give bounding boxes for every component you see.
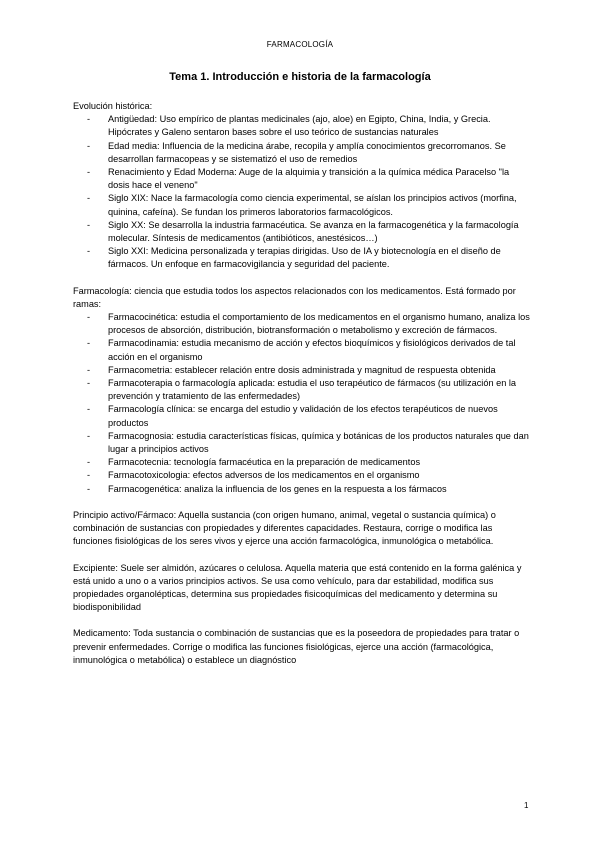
list-item <box>73 192 533 218</box>
list-item <box>73 469 533 482</box>
dash-bullet: - <box>87 114 91 125</box>
list-item-text: Farmacoterapia o farmacología aplicada: estudia el uso terapéutico de fármacos (su utilización en la prevención y tratamiento de las enfermedades) <box>108 378 517 402</box>
list-item <box>73 483 533 496</box>
pharmacology-definition: Farmacología: ciencia que estudia todos los aspectos relacionados con los medicamentos. Está formado por ramas: <box>73 285 516 309</box>
list-item-text: Renacimiento y Edad Moderna: Auge de la alquimia y transición a la química médica Paracelso "la dosis hace el veneno" <box>108 167 510 191</box>
list-item-text: Farmacología clínica: se encarga del estudio y validación de los efectos terapéuticos de nuevos productos <box>108 404 498 428</box>
dash-bullet: - <box>87 338 91 349</box>
list-item <box>73 245 533 271</box>
list-item <box>73 430 533 456</box>
dash-bullet: - <box>87 470 91 481</box>
list-item-text: Edad media: Influencia de la medicina árabe, recopila y amplía conocimientos grecorromanos. Se desarrollan farmacopeas y se sistematizó el uso de remedios <box>108 140 506 164</box>
list-item-text: Farmacometria: establecer relación entre dosis administrada y magnitud de respuesta obtenida <box>108 364 496 375</box>
dash-bullet: - <box>87 246 91 257</box>
dash-bullet: - <box>87 167 91 178</box>
page-title: Tema 1. Introducción e historia de la farmacología <box>169 71 431 83</box>
list-item <box>73 337 533 363</box>
page-number: 1 <box>524 801 529 810</box>
dash-bullet: - <box>87 378 91 389</box>
medication-definition: Medicamento: Toda sustancia o combinación de sustancias que es la poseedora de propiedades para tratar o prevenir enfermedades. Corrige o modifica las funciones fisiológicas, ejerce una acción (farmacológica, inmunológica o metabólica) o establece un diagnóstico <box>73 628 520 665</box>
list-item-text: Farmacogenética: analiza la influencia de los genes en la respuesta a los fármacos <box>108 483 447 494</box>
branches-list <box>73 311 533 496</box>
list-item <box>73 113 533 139</box>
dash-bullet: - <box>87 312 91 323</box>
list-item <box>73 140 533 166</box>
dash-bullet: - <box>87 430 91 441</box>
list-item <box>73 364 533 377</box>
list-item <box>73 166 533 192</box>
running-header: FARMACOLOGÍA <box>266 40 334 49</box>
list-item-text: Farmacotecnia: tecnología farmacéutica en la preparación de medicamentos <box>108 457 421 468</box>
document-body <box>73 100 533 667</box>
list-item-text: Siglo XX: Se desarrolla la industria farmacéutica. Se avanza en la farmacogenética y la farmacología molecular. Síntesis de medicamentos (antibióticos, anestésicos…) <box>108 219 519 244</box>
list-item-text: Farmacocinética: estudia el comportamiento de los medicamentos en el organismo humano, analiza los procesos de absorción, distribución, biotransformación o metabolismo y excreción de fármacos. <box>108 312 530 336</box>
evolution-list <box>73 113 533 271</box>
list-item-text: Siglo XIX: Nace la farmacología como ciencia experimental, se aíslan los principios activos (morfina, quinina, cafeína). Se fundan los primeros laboratorios farmacológicos. <box>108 193 517 217</box>
dash-bullet: - <box>87 193 91 204</box>
list-item-text: Antigüedad: Uso empírico de plantas medicinales (ajo, aloe) en Egipto, China, India, y Grecia. Hipócrates y Galeno sentaron bases sobre el uso teórico de sustancias naturales <box>108 114 491 138</box>
dash-bullet: - <box>87 404 91 415</box>
list-item <box>73 311 533 337</box>
list-item <box>73 403 533 429</box>
active-ingredient-definition: Principio activo/Fármaco: Aquella sustancia (con origen humano, animal, vegetal o sustancia química) o combinación de sustancias con propiedades y diferentes capacidades. Restaura, corrige o modifica las funciones fisiológicas de los seres vivos y ejerce una acción farmacológica, inmunológica o metabólica. <box>73 509 496 547</box>
list-item <box>73 219 533 245</box>
list-item-text: Farmacotoxicologia: efectos adversos de los medicamentos en el organismo <box>108 470 420 481</box>
dash-bullet: - <box>87 364 91 375</box>
dash-bullet: - <box>87 219 91 230</box>
list-item-text: Siglo XXI: Medicina personalizada y terapias dirigidas. Uso de IA y biotecnología en el diseño de fármacos. Un enfoque en farmacovigilancia y seguridad del paciente. <box>108 246 501 270</box>
list-item-text: Farmacodinamia: estudia mecanismo de acción y efectos bioquímicos y fisiológicos derivados de tal acción en el organismo <box>108 338 516 362</box>
list-item-text: Farmacognosia: estudia características físicas, química y botánicas de los productos naturales que dan lugar a principios activos <box>108 430 529 455</box>
evolution-heading: Evolución histórica: <box>73 101 153 111</box>
list-item <box>73 456 533 469</box>
dash-bullet: - <box>87 457 91 468</box>
dash-bullet: - <box>87 483 91 494</box>
list-item <box>73 377 533 403</box>
dash-bullet: - <box>87 140 91 151</box>
excipient-definition: Excipiente: Suele ser almidón, azúcares o celulosa. Aquella materia que está contenido en la forma galénica y está unido a uno o a varios principios activos. Se usa como vehículo, para dar estabilidad, modifica sus propiedades organolépticas, determina sus propiedades fisicoquímicas del medicamento y determina su biodisponibilidad <box>73 562 522 613</box>
